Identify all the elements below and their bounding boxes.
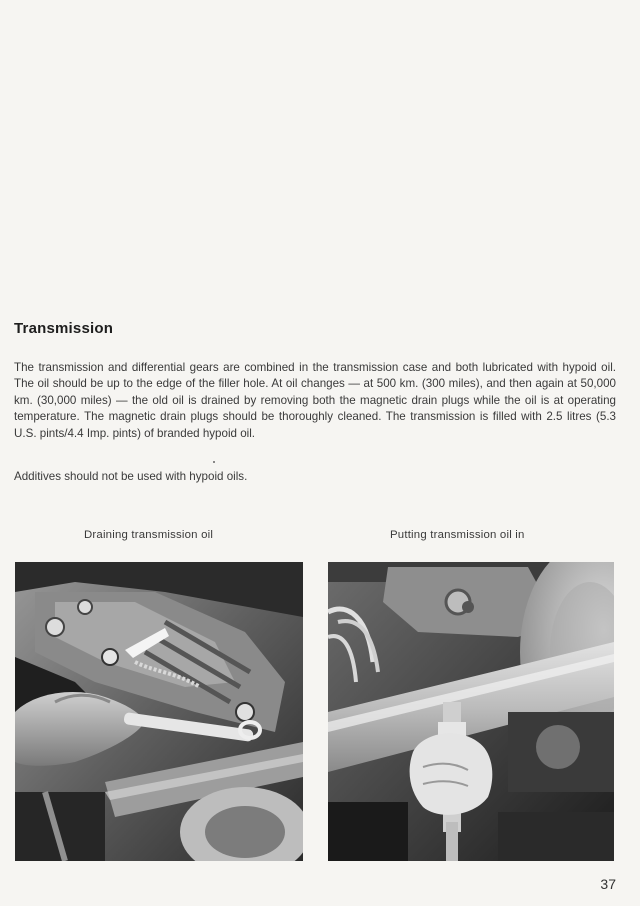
print-speck <box>213 461 215 463</box>
section-heading: Transmission <box>14 320 114 337</box>
page-number: 37 <box>600 876 616 892</box>
body-paragraph: The transmission and differential gears are combined in the transmission case and both lubricated with hypoid oil. The oil should be up to the edge of the filler hole. At oil changes — at 500 km. (300 miles), and then again at 50,000 km. (30,000 miles) — the old oil is drained by removing both the magnetic drain plugs while the oil is at operating temperature. The magnetic drain plugs should be thoroughly cleaned. The transmission is filled with 2.5 litres (5.3 U.S. pints/4.4 Imp. pints) of branded hypoid oil. <box>14 361 616 440</box>
photo-draining-transmission-oil <box>15 562 303 861</box>
figure-caption-draining: Draining transmission oil <box>84 529 214 541</box>
photo-filling-transmission-oil <box>328 562 614 861</box>
figure-caption-filling: Putting transmission oil in <box>390 529 525 541</box>
draining-photo-image <box>15 562 303 861</box>
additives-note: Additives should not be used with hypoid oils. <box>14 470 248 483</box>
filling-photo-image <box>328 562 614 861</box>
